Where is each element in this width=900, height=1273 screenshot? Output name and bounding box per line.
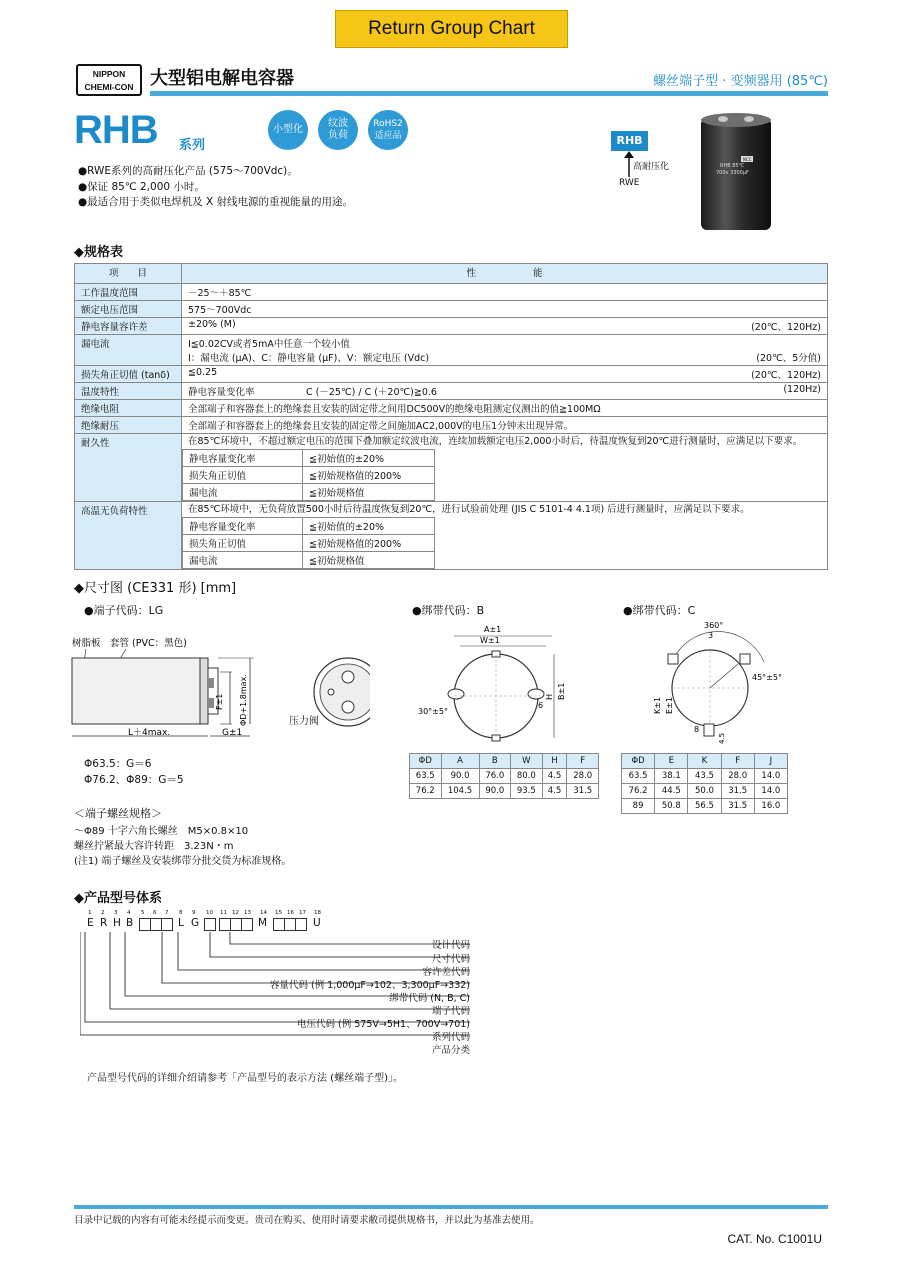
shelf-key: 漏电流 bbox=[183, 552, 303, 569]
b-table-row bbox=[410, 769, 599, 784]
pn-position-number: 8 bbox=[179, 910, 183, 916]
spec-condition: (20℃、120Hz) bbox=[751, 322, 821, 333]
lineage-rhb-box: RHB bbox=[611, 131, 648, 151]
pn-position-number: 14 bbox=[260, 910, 267, 916]
c-table-header-cell: F bbox=[721, 754, 754, 769]
pn-position-number: 5 bbox=[141, 910, 145, 916]
page-subtitle: 螺丝端子型 · 变频器用 (85℃) bbox=[653, 74, 828, 89]
c-table-body bbox=[622, 769, 788, 814]
c-table-cell: 38.1 bbox=[655, 769, 688, 784]
endurance-val: ≦初始值的±20% bbox=[303, 450, 435, 467]
pn-position-number: 9 bbox=[192, 910, 196, 916]
pn-char-U: U bbox=[313, 917, 321, 929]
spec-label: 漏电流 bbox=[75, 335, 182, 366]
shelf-val: ≦初始值的±20% bbox=[303, 518, 435, 535]
c-table-row bbox=[622, 784, 788, 799]
b-table-cell: 80.0 bbox=[511, 769, 543, 784]
dim-H-label: H bbox=[545, 693, 554, 700]
lg-title: ●端子代码：LG bbox=[84, 604, 164, 617]
spec-condition: (20℃、5分值) bbox=[756, 353, 821, 364]
b-table-header-cell: ΦD bbox=[410, 754, 442, 769]
spec-row-leakage bbox=[75, 335, 828, 366]
footer-divider bbox=[74, 1205, 828, 1209]
return-group-chart-button[interactable]: Return Group Chart bbox=[335, 10, 568, 48]
pn-position-number: 11 bbox=[220, 910, 227, 916]
pn-position-number: 3 bbox=[114, 910, 118, 916]
badge-ripple bbox=[318, 110, 358, 150]
spec-label: 绝缘电阻 bbox=[75, 400, 182, 417]
spec-value-cell bbox=[182, 502, 828, 570]
badge-ripple-label: 纹波负荷 bbox=[328, 118, 348, 141]
spec-header-perf: 性 能 bbox=[182, 264, 828, 284]
pn-position-number: 10 bbox=[206, 910, 213, 916]
dim-E-label: E±1 bbox=[665, 697, 674, 714]
dim-B-label: B±1 bbox=[557, 682, 566, 700]
c-table-cell: 50.8 bbox=[655, 799, 688, 814]
b-band-table bbox=[409, 753, 599, 799]
c-table-row bbox=[622, 769, 788, 784]
lineage-rwe: RWE bbox=[619, 178, 640, 188]
pn-item-voltage: 电压代码 (例 575V→5H1、700V→701) bbox=[297, 1019, 470, 1030]
pn-position-number: 1 bbox=[88, 910, 92, 916]
spec-value2: I：漏电流 (μA)、C：静电容量 (μF)、V：额定电压 (Vdc) bbox=[188, 353, 430, 364]
pn-char-L: L bbox=[178, 917, 184, 929]
nippon-chemicon-logo bbox=[76, 64, 142, 96]
spec-value: 575～700Vdc bbox=[182, 301, 828, 318]
dim-A-label: A±1 bbox=[484, 625, 502, 634]
endurance-val: ≦初始规格值的200% bbox=[303, 467, 435, 484]
c-table-cell: 76.2 bbox=[622, 784, 655, 799]
shelf-text: 在85℃环境中，无负荷放置500小时后待温度恢复到20℃，进行试验前处理 (JIS C 5101-4 4.1项) 后进行测量时，应满足以下要求。 bbox=[188, 504, 750, 515]
spec-value-cell bbox=[182, 434, 828, 502]
c-table-cell: 43.5 bbox=[688, 769, 721, 784]
dim-D-label: ΦD+1.8max. bbox=[239, 674, 248, 726]
endurance-table bbox=[182, 449, 435, 501]
pn-position-number: 15 bbox=[275, 910, 282, 916]
pn-position-number: 12 bbox=[232, 910, 239, 916]
logo-line1: NIPPON bbox=[92, 69, 126, 79]
capacitor-brand: NCC bbox=[743, 157, 752, 162]
part-number-positions bbox=[88, 910, 328, 918]
pressure-valve-label: 压力阀 bbox=[289, 716, 319, 727]
b-table-header-cell: H bbox=[542, 754, 567, 769]
c-table-header-cell: E bbox=[655, 754, 688, 769]
pn-position-number: 17 bbox=[299, 910, 306, 916]
spec-row-op-temp bbox=[75, 284, 828, 301]
pn-char-B: B bbox=[126, 917, 134, 929]
pn-position-number: 13 bbox=[244, 910, 251, 916]
b-table-cell: 31.5 bbox=[567, 784, 599, 799]
pn-item-size: 尺寸代码 bbox=[431, 954, 470, 965]
c-table-header bbox=[622, 754, 788, 769]
spec-label: 额定电压范围 bbox=[75, 301, 182, 318]
badge-compact: 小型化 bbox=[268, 110, 308, 150]
dim-45deg-label: 45°±5° bbox=[752, 673, 782, 682]
series-suffix: 系列 bbox=[179, 138, 206, 153]
c-table-cell: 56.5 bbox=[688, 799, 721, 814]
spec-label: 温度特性 bbox=[75, 383, 182, 400]
spec-row-temp-char bbox=[75, 383, 828, 400]
pn-char-M: M bbox=[258, 917, 268, 929]
shelf-val: ≦初始规格值的200% bbox=[303, 535, 435, 552]
c-table-cell: 31.5 bbox=[721, 799, 754, 814]
spec-row-insulation-res bbox=[75, 400, 828, 417]
feature-1: ●RWE系列的高耐压化产品 (575～700Vdc)。 bbox=[78, 165, 298, 177]
b-table-header-cell: A bbox=[441, 754, 479, 769]
c-table-header-cell: J bbox=[754, 754, 787, 769]
b-table-header-cell: B bbox=[479, 754, 511, 769]
spec-value: 静电容量变化率 bbox=[188, 387, 255, 398]
pn-item-terminal: 端子代码 bbox=[431, 1006, 470, 1017]
b-table-cell: 28.0 bbox=[567, 769, 599, 784]
pn-char-G: G bbox=[191, 917, 200, 929]
logo-line2: CHEMI-CON bbox=[84, 82, 134, 92]
lg-dimension-drawing bbox=[70, 632, 370, 742]
spec-label: 绝缘耐压 bbox=[75, 417, 182, 434]
b-table-cell: 63.5 bbox=[410, 769, 442, 784]
spec-label: 高温无负荷特性 bbox=[75, 502, 182, 570]
spec-value: 全部端子和容器套上的绝缘套且安装的固定带之间施加AC2,000V的电压1分钟未出现异常。 bbox=[182, 417, 828, 434]
spec-row-shelf-life bbox=[75, 502, 828, 570]
c-table-cell: 28.0 bbox=[721, 769, 754, 784]
spec-section-title: ◆规格表 bbox=[74, 245, 123, 260]
spec-header-item: 项 目 bbox=[75, 264, 182, 284]
capacitor-photo bbox=[697, 110, 777, 235]
b-table-cell: 90.0 bbox=[479, 784, 511, 799]
c-table-header-cell: K bbox=[688, 754, 721, 769]
header-divider bbox=[150, 91, 828, 96]
spec-value: ≦0.25 bbox=[188, 367, 218, 378]
dim-360-label: 360° bbox=[704, 621, 724, 630]
shelf-val: ≦初始规格值 bbox=[303, 552, 435, 569]
spec-value-cell bbox=[182, 318, 828, 335]
part-number-title: ◆产品型号体系 bbox=[74, 891, 162, 906]
c-table-cell: 89 bbox=[622, 799, 655, 814]
capacitor-label-line1: RHB 85℃ bbox=[720, 163, 745, 169]
pn-position-number: 2 bbox=[101, 910, 105, 916]
spec-value: 全部端子和容器套上的绝缘套且安装的固定带之间用DC500V的绝缘电阻测定仪测出的值≧100MΩ bbox=[182, 400, 828, 417]
terminal-spec-note: (注1) 端子螺丝及安装绑带分批交货为标准规格。 bbox=[74, 856, 292, 867]
spec-value: ±20% (M) bbox=[188, 319, 236, 330]
endurance-key: 静电容量变化率 bbox=[183, 450, 303, 467]
endurance-text: 在85℃环境中，不超过额定电压的范围下叠加额定纹波电流，连续加载额定电压2,000小时后，待温度恢复到20℃进行测量时，应满足以下要求。 bbox=[188, 436, 803, 447]
dim-W-label: W±1 bbox=[480, 636, 500, 645]
b-table-body bbox=[410, 769, 599, 799]
spec-label: 工作温度范围 bbox=[75, 284, 182, 301]
spec-value: －25～＋85℃ bbox=[182, 284, 828, 301]
dim-G-label: G±1 bbox=[222, 728, 243, 738]
spec-header-row bbox=[75, 264, 828, 284]
terminal-spec-title: ＜端子螺丝规格＞ bbox=[74, 807, 162, 820]
spec-row-cap-tol bbox=[75, 318, 828, 335]
endurance-key: 漏电流 bbox=[183, 484, 303, 501]
spec-table bbox=[74, 263, 828, 570]
spec-condition: (20℃、120Hz) bbox=[751, 370, 821, 381]
pn-position-number: 7 bbox=[165, 910, 169, 916]
dim-30deg-label: 30°±5° bbox=[418, 707, 448, 716]
c-table-header-cell: ΦD bbox=[622, 754, 655, 769]
shelf-key: 损失角正切值 bbox=[183, 535, 303, 552]
spec-label: 耐久性 bbox=[75, 434, 182, 502]
capacitor-label-line2: 700v 3300μF bbox=[716, 170, 749, 176]
c-table-cell: 50.0 bbox=[688, 784, 721, 799]
c-band-drawing bbox=[628, 618, 808, 748]
c-table-cell: 44.5 bbox=[655, 784, 688, 799]
page-title: 大型铝电解电容器 bbox=[150, 68, 294, 89]
b-table-cell: 90.0 bbox=[441, 769, 479, 784]
dim-K-label: K±1 bbox=[653, 696, 662, 714]
badge-rohs2 bbox=[368, 110, 408, 150]
endurance-val: ≦初始规格值 bbox=[303, 484, 435, 501]
spec-row-voltage bbox=[75, 301, 828, 318]
terminal-spec-line2: 螺丝拧紧最大容许转距 3.23N・m bbox=[74, 841, 234, 852]
terminal-spec-line1: ～Φ89 十字六角长螺丝 M5×0.8×10 bbox=[74, 826, 249, 837]
c-band-table bbox=[621, 753, 788, 814]
spec-value-line2 bbox=[188, 350, 821, 364]
b-table-cell: 4.5 bbox=[542, 769, 567, 784]
shelf-table bbox=[182, 517, 435, 569]
spec-row-tan-delta bbox=[75, 366, 828, 383]
pn-item-series: 系列代码 bbox=[431, 1032, 470, 1043]
footer-note: 目录中记载的内容有可能未经提示而变更。贵司在购买、使用时请要求敝司提供规格书，并以此为基准去使用。 bbox=[74, 1215, 540, 1226]
resin-plate-label: 树脂板 bbox=[72, 638, 101, 649]
pn-char-H: H bbox=[113, 917, 121, 929]
b-band-drawing bbox=[418, 618, 598, 748]
b-table-cell: 4.5 bbox=[542, 784, 567, 799]
pn-position-number: 16 bbox=[287, 910, 294, 916]
b-table-cell: 93.5 bbox=[511, 784, 543, 799]
c-table-row bbox=[622, 799, 788, 814]
pn-item-capacity: 容量代码 (例 1,000μF→102、3,300μF→332) bbox=[269, 980, 470, 991]
c-table-cell: 14.0 bbox=[754, 769, 787, 784]
pn-position-number: 18 bbox=[314, 910, 321, 916]
pn-item-category: 产品分类 bbox=[431, 1045, 470, 1056]
b-table-header-cell: F bbox=[567, 754, 599, 769]
pn-item-band: 绑带代码 (N, B, C) bbox=[389, 993, 470, 1004]
series-code: RHB bbox=[74, 108, 158, 152]
part-number-note: 产品型号代码的详细介绍请参考「产品型号的表示方法 (螺丝端子型)」。 bbox=[87, 1073, 403, 1084]
c-table-cell: 16.0 bbox=[754, 799, 787, 814]
spec-label: 损失角正切值 (tanδ) bbox=[75, 366, 182, 383]
lineage-arrow-label: 高耐压化 bbox=[633, 162, 670, 172]
catalog-number: CAT. No. C1001U bbox=[727, 1232, 822, 1246]
b-table-header bbox=[410, 754, 599, 769]
dim-3-label: 3 bbox=[708, 631, 714, 640]
pn-char-E: E bbox=[87, 917, 94, 929]
spec-value: I≦0.02CV或者5mA中任意一个较小值 bbox=[188, 339, 350, 350]
pn-position-number: 6 bbox=[153, 910, 157, 916]
spec-value-cell bbox=[182, 335, 828, 366]
pn-position-number: 4 bbox=[127, 910, 131, 916]
b-title: ●绑带代码：B bbox=[412, 604, 485, 617]
dim-F-label: F±1 bbox=[215, 693, 224, 710]
spec-value-cell bbox=[182, 383, 828, 400]
c-title: ●绑带代码：C bbox=[623, 604, 696, 617]
sleeve-label: 套管 (PVC：黑色) bbox=[110, 638, 187, 649]
dimension-section-title: ◆尺寸图 (CE331 形) [mm] bbox=[74, 581, 237, 596]
spec-row-insulation-volt bbox=[75, 417, 828, 434]
spec-condition: (120Hz) bbox=[783, 384, 821, 395]
b-table-cell: 76.0 bbox=[479, 769, 511, 784]
dim-6-label: 6 bbox=[538, 701, 544, 710]
c-table-cell: 63.5 bbox=[622, 769, 655, 784]
badge-rohs2-label: RoHS2适应品 bbox=[373, 119, 403, 141]
c-table-cell: 14.0 bbox=[754, 784, 787, 799]
g-note-2: Φ76.2、Φ89：G＝5 bbox=[84, 774, 184, 786]
g-note-1: Φ63.5：G＝6 bbox=[84, 758, 152, 770]
dim-8-label: 8 bbox=[694, 725, 700, 734]
spec-value2: C (－25℃) / C (＋20℃)≧0.6 bbox=[306, 387, 437, 398]
b-table-cell: 104.5 bbox=[441, 784, 479, 799]
c-table-cell: 31.5 bbox=[721, 784, 754, 799]
endurance-key: 损失角正切值 bbox=[183, 467, 303, 484]
feature-3: ●最适合用于类似电焊机及 X 射线电源的重视能量的用途。 bbox=[78, 196, 354, 208]
dim-4-5-label: 4.5 bbox=[718, 732, 726, 744]
shelf-key: 静电容量变化率 bbox=[183, 518, 303, 535]
pn-item-tolerance: 容许差代码 bbox=[422, 967, 470, 978]
spec-label: 静电容量容许差 bbox=[75, 318, 182, 335]
pn-char-R: R bbox=[100, 917, 108, 929]
dim-L-label: L＋4max. bbox=[128, 728, 171, 738]
feature-2: ●保证 85℃ 2,000 小时。 bbox=[78, 181, 205, 193]
b-table-header-cell: W bbox=[511, 754, 543, 769]
b-table-row bbox=[410, 784, 599, 799]
spec-row-endurance bbox=[75, 434, 828, 502]
b-table-cell: 76.2 bbox=[410, 784, 442, 799]
pn-item-design: 设计代码 bbox=[431, 940, 470, 951]
spec-value-cell bbox=[182, 366, 828, 383]
